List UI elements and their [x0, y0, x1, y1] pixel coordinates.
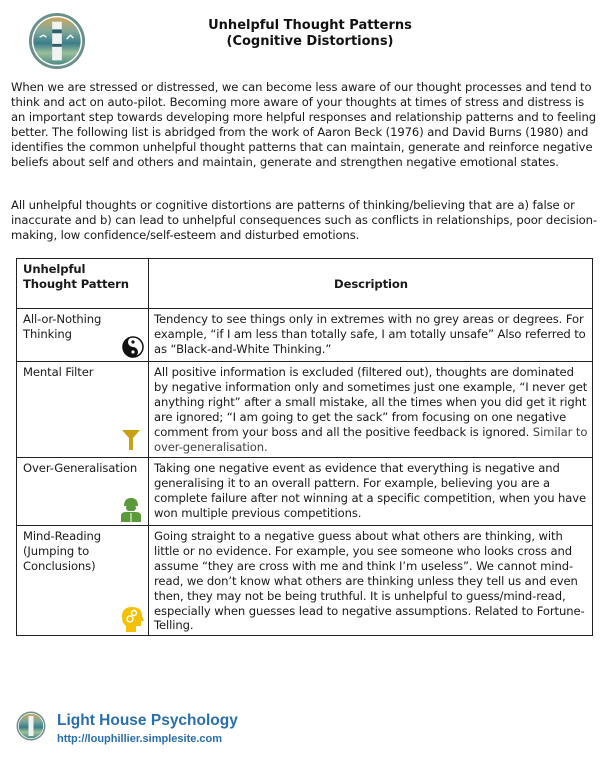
pattern-cell: [17, 309, 149, 362]
table-row: [17, 458, 593, 526]
table-row: [17, 309, 593, 362]
pattern-name: Over-Generalisation: [23, 461, 138, 475]
pattern-cell: [17, 458, 149, 526]
intro-paragraph-1: When we are stressed or distressed, we can become less aware of our thought processes and tend to think and act on auto-pilot. Becoming more aware of your thoughts at times of stress and distress is an important step towards developing more helpful responses and relationship patterns and to feeling better. The following list is abridged from the work of Aaron Beck (1976) and David Burns (1980) and identifies the common unhelpful thought patterns that can maintain, generate and reinforce negative beliefs about self and others and maintain, generate and strengthen negative emotional states.: [11, 80, 596, 170]
pattern-name: Mind-Reading (Jumping to Conclusions): [23, 529, 101, 573]
description-cell: [149, 458, 593, 526]
footer-org-name: Light House Psychology: [57, 712, 238, 729]
filter-funnel-icon: [122, 429, 140, 451]
table-row: [17, 526, 593, 636]
description-text: Tendency to see things only in extremes with no grey areas or degrees. For example, “if I am less than totally safe, I am totally unsafe” Also referred to as “Black-and-White Thinking.”: [154, 312, 586, 356]
lighthouse-logo-icon: [28, 12, 86, 70]
column-header-description: Description: [149, 259, 593, 309]
table-row: [17, 362, 593, 458]
footer-website-link[interactable]: http://louphillier.simplesite.com: [57, 733, 223, 745]
description-text: All positive information is excluded (filtered out), thoughts are dominated by negative information only and sometimes just one example, “I never get anything right” after a small mistake, all the times when you did get it right are ignored; “I am going to get the sack” from focusing on one negative comment from your boss and all the positive feedback is ignored.: [154, 365, 588, 439]
thought-patterns-table: [16, 258, 593, 636]
title-line-2: (Cognitive Distortions): [226, 34, 394, 49]
description-note: Similar to over-generalisation.: [154, 424, 588, 454]
page-title: [150, 18, 470, 50]
pattern-name: Mental Filter: [23, 365, 94, 379]
description-text: Taking one negative event as evidence that everything is negative and generalising it to an overall pattern. For example, believing you are a complete failure after not winning at a specific competition, when you have won multiple previous competitions.: [154, 461, 587, 520]
title-line-1: Unhelpful Thought Patterns: [208, 18, 412, 33]
table-header-row: [17, 259, 593, 309]
pattern-name: All-or-Nothing Thinking: [23, 312, 102, 341]
description-text: Going straight to a negative guess about what others are thinking, with little or no evidence. For example, you see someone who looks cross and assume “they are cross with me and think I’m useless”. We cannot mind-read, we don’t know what others are thinking unless they tell us and even then, they may not be being truthful. It is unhelpful to guess/mind-read, especially when guesses lead to negative assumptions. Related to Fortune-Telling.: [154, 529, 585, 633]
pattern-cell: [17, 526, 149, 636]
yin-yang-icon: [122, 336, 144, 358]
soldier-person-icon: [120, 497, 142, 522]
intro-paragraph-2: All unhelpful thoughts or cognitive distortions are patterns of thinking/believing that are a) false or inaccurate and b) can lead to unhelpful consequences such as conflicts in relationships, poor decision-making, low confidence/self-esteem and disturbed emotions.: [11, 198, 598, 243]
column-header-pattern: Unhelpful Thought Pattern: [17, 259, 149, 309]
description-cell: [149, 526, 593, 636]
description-cell: [149, 309, 593, 362]
head-gears-icon: [122, 606, 144, 632]
footer-lighthouse-logo-icon: [16, 711, 46, 741]
description-cell: [149, 362, 593, 458]
pattern-cell: [17, 362, 149, 458]
